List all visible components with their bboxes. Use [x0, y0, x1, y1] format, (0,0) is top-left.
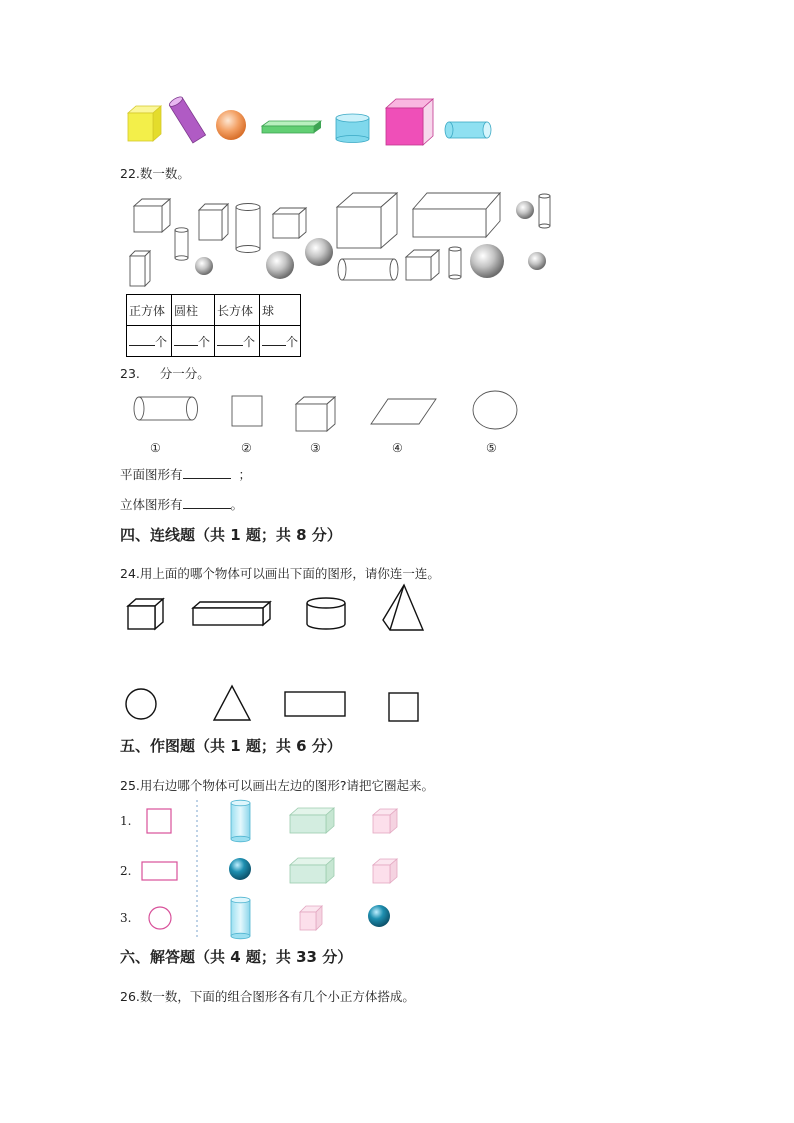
section-6-title: 六、解答题（共 4 题；共 33 分）	[120, 948, 353, 966]
q22-title: 22.数一数。	[120, 166, 190, 181]
q23-label-1: ①	[150, 441, 161, 455]
q25-row-2-cube[interactable]	[373, 859, 397, 883]
section-5-title: 五、作图题（共 1 题；共 6 分）	[120, 737, 342, 755]
q25-row-2-cuboid[interactable]	[290, 858, 334, 883]
q23-label-4: ④	[392, 441, 403, 455]
q25-row-1-square	[147, 809, 171, 833]
table-answer-cube[interactable]: 个	[127, 326, 172, 357]
q23-label-3: ③	[310, 441, 321, 455]
q23-label-5: ⑤	[486, 441, 497, 455]
q25-row-2-sphere[interactable]	[229, 858, 251, 880]
q23-title: 23. 分一分。	[120, 366, 210, 381]
q23-solid-end: 。	[230, 497, 244, 512]
q25-row-1-cube[interactable]	[373, 809, 397, 833]
q25-row-1-cuboid[interactable]	[290, 808, 334, 833]
q24-title: 24.用上面的哪个物体可以画出下面的图形，请你连一连。	[120, 566, 440, 581]
q26-title: 26.数一数，下面的组合图形各有几个小正方体搭成。	[120, 989, 415, 1004]
table-answer-sphere[interactable]: 个	[260, 326, 301, 357]
table-answer-cylinder[interactable]: 个	[172, 326, 215, 357]
q25-row-3-sphere[interactable]	[368, 905, 390, 927]
q25-row-2-rectangle	[142, 862, 177, 880]
q25-row-3-cube[interactable]	[300, 906, 322, 930]
q23-plane-label: 平面图形有	[120, 467, 183, 482]
q25-row-2-number: 2.	[120, 864, 132, 878]
table-header-cylinder: 圆柱	[172, 295, 215, 326]
q25-title: 25.用右边哪个物体可以画出左边的图形?请把它圈起来。	[120, 778, 435, 793]
q23-solid-label: 立体图形有	[120, 497, 183, 512]
q25-row-1-cylinder[interactable]	[231, 800, 250, 842]
q25-row-3-cylinder[interactable]	[231, 897, 250, 939]
table-header-sphere: 球	[260, 295, 301, 326]
q23-label-2: ②	[241, 441, 252, 455]
section-4-title: 四、连线题（共 1 题；共 8 分）	[120, 526, 342, 544]
q25-row-3-number: 3.	[120, 911, 132, 925]
table-answer-cuboid[interactable]: 个	[215, 326, 260, 357]
q25-row-1-number: 1.	[120, 814, 132, 828]
q25-row-3-circle	[149, 907, 171, 929]
q23-plane-end: ；	[238, 467, 251, 482]
table-header-cuboid: 长方体	[215, 295, 260, 326]
table-header-cube: 正方体	[127, 295, 172, 326]
